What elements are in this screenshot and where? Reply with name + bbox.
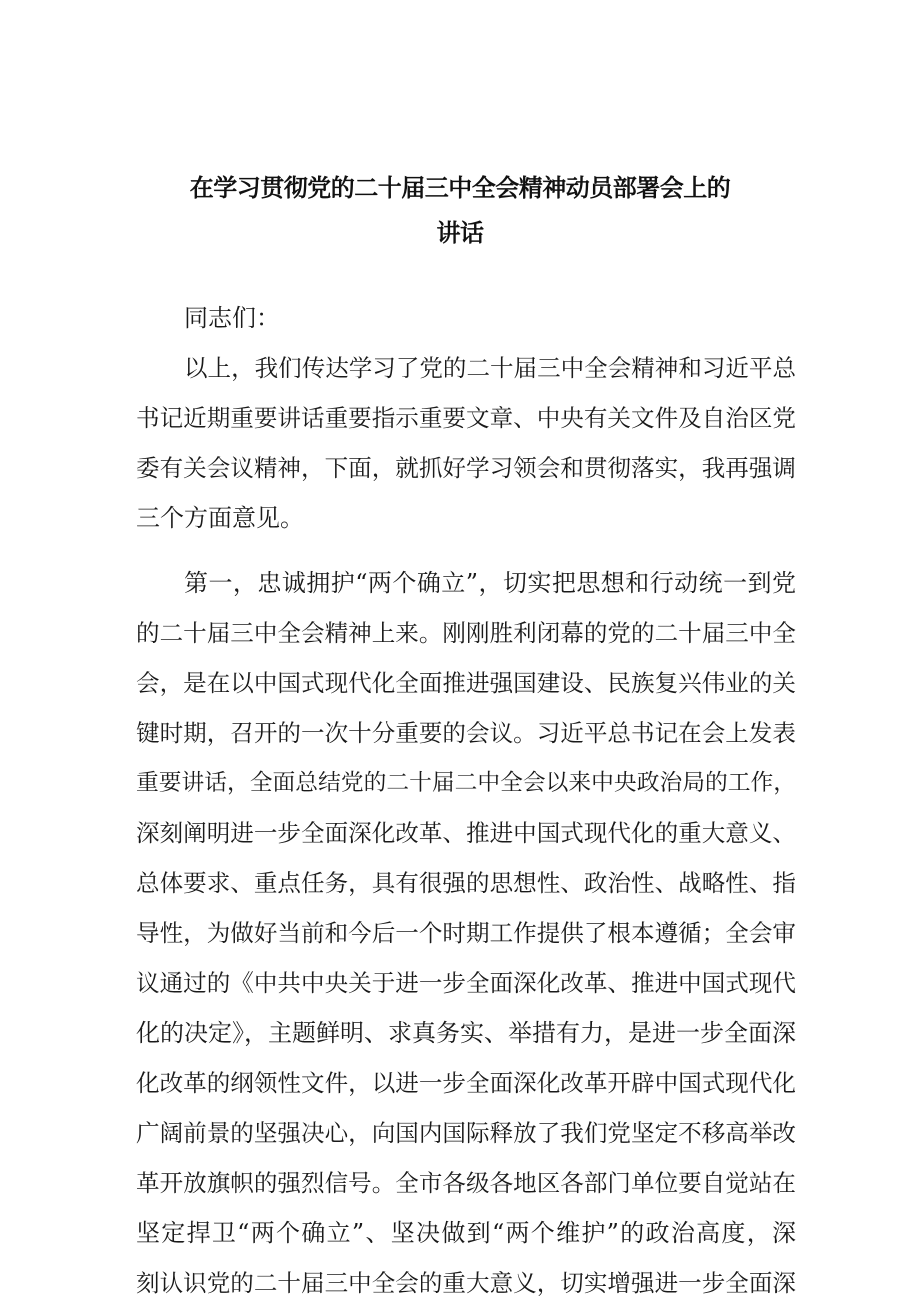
paragraph-1-line-2: 书记近期重要讲话重要指示重要文章、中央有关文件及自治区党 xyxy=(136,404,796,432)
paragraph-2-line-11: 化改革的纲领性文件，以进一步全面深化改革开辟中国式现代化 xyxy=(136,1069,796,1097)
paragraph-2-line-3: 会，是在以中国式现代化全面推进强国建设、民族复兴伟业的关 xyxy=(136,669,796,697)
paragraph-2-line-9: 议通过的《中共中央关于进一步全面深化改革、推进中国式现代 xyxy=(136,969,796,997)
document-title-line-2: 讲话 xyxy=(436,219,484,247)
paragraph-2-line-2: 的二十届三中全会精神上来。刚刚胜利闭幕的党的二十届三中全 xyxy=(136,619,796,647)
paragraph-2-line-12: 广阔前景的坚强决心，向国内国际释放了我们党坚定不移高举改 xyxy=(136,1119,796,1147)
salutation: 同志们： xyxy=(184,304,280,332)
paragraph-2-line-8: 导性，为做好当前和今后一个时期工作提供了根本遵循；全会审 xyxy=(136,919,796,947)
paragraph-2-line-4: 键时期，召开的一次十分重要的会议。习近平总书记在会上发表 xyxy=(136,719,796,747)
paragraph-2-line-10: 化的决定》，主题鲜明、求真务实、举措有力，是进一步全面深 xyxy=(136,1019,796,1047)
paragraph-2-line-5: 重要讲话，全面总结党的二十届二中全会以来中央政治局的工作， xyxy=(136,770,796,796)
paragraph-2-line-7: 总体要求、重点任务，具有很强的思想性、政治性、战略性、指 xyxy=(136,869,796,897)
paragraph-2-line-15: 刻认识党的二十届三中全会的重大意义，切实增强进一步全面深 xyxy=(136,1269,796,1297)
paragraph-1-line-1: 以上，我们传达学习了党的二十届三中全会精神和习近平总 xyxy=(184,354,796,382)
paragraph-1-line-3: 委有关会议精神，下面，就抓好学习领会和贯彻落实，我再强调 xyxy=(136,454,796,482)
paragraph-2-line-13: 革开放旗帜的强烈信号。全市各级各地区各部门单位要自觉站在 xyxy=(136,1169,796,1197)
paragraph-2-line-6: 深刻阐明进一步全面深化改革、推进中国式现代化的重大意义、 xyxy=(136,819,796,847)
paragraph-2-line-1: 第一，忠诚拥护“两个确立”，切实把思想和行动统一到党 xyxy=(184,569,796,597)
document-title-line-1: 在学习贯彻党的二十届三中全会精神动员部署会上的 xyxy=(189,174,731,202)
paragraph-1-line-4: 三个方面意见。 xyxy=(136,504,304,532)
paragraph-2-line-14: 坚定捍卫“两个确立”、坚决做到“两个维护”的政治高度，深 xyxy=(136,1219,796,1247)
